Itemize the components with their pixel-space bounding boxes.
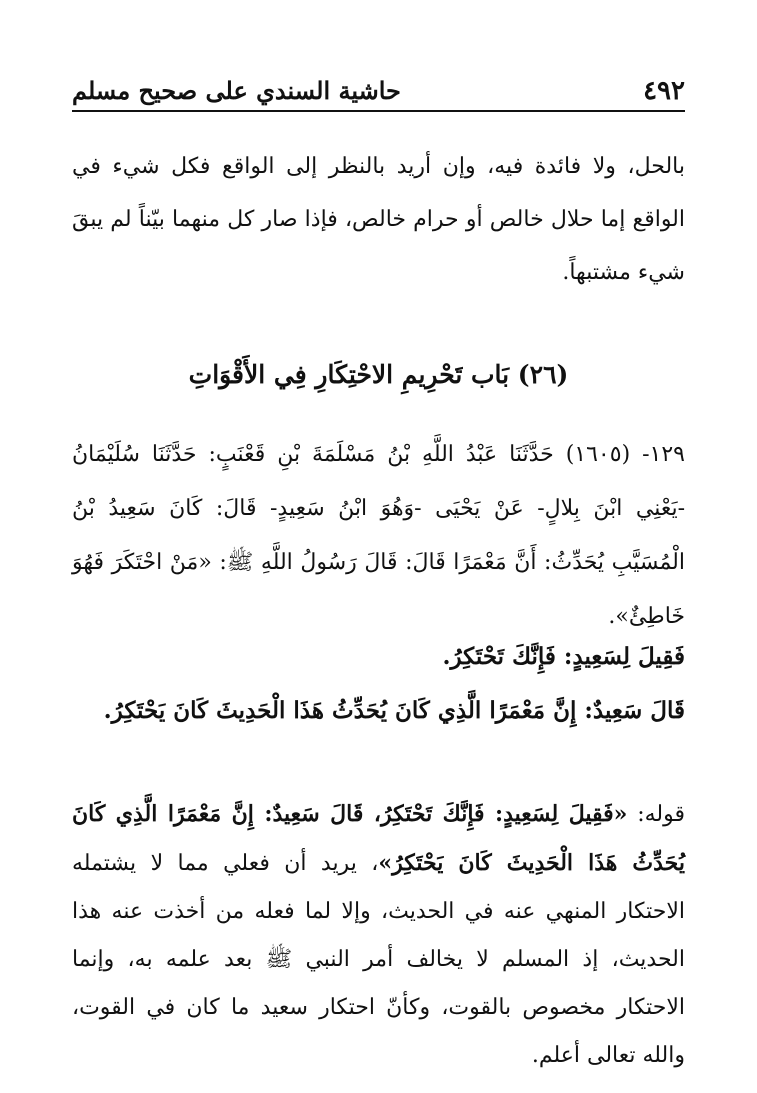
hadith-reply-line: قَالَ سَعِيدٌ: إِنَّ مَعْمَرًا الَّذِي كَانَ يُحَدِّثُ هَذَا الْحَدِيثَ كَانَ يَحْتَكِرُ.	[103, 697, 685, 724]
commentary-body: ، يريد أن فعلي مما لا يشتمله الاحتكار المنهي عنه في الحديث، وإلا لما فعله من أخذت عنه هذا الحديث، إذ المسلم لا يخالف أمر النبي ﷺ بعد علمه به، وإنما الاحتكار مخصوص بالقوت، وكأنّ احتكار سعيد ما كان في القوت، والله تعالى أعلم.	[72, 851, 685, 1068]
commentary-quote: «فَقِيلَ لِسَعِيدٍ: فَإِنَّكَ تَحْتَكِرُ، قَالَ سَعِيدٌ: إِنَّ مَعْمَرًا الَّذِي كَانَ يُحَدِّثُ هَذَا الْحَدِيثَ كَانَ يَحْتَكِرُ»	[72, 801, 685, 876]
commentary-paragraph	[72, 790, 685, 1080]
chapter-heading: (٢٦) بَاب تَحْرِيمِ الاحْتِكَارِ فِي الأَقْوَاتِ	[188, 360, 569, 389]
intro-text: بالحل، ولا فائدة فيه، وإن أريد بالنظر إلى الواقع فكل شيء في الواقع إما حلال خالص أو حرام خالص، فإذا صار كل منهما بيّناً لم يبقَ شيء مشتبهاً.	[72, 154, 685, 285]
intro-paragraph	[72, 140, 685, 299]
page-header	[72, 70, 685, 112]
hadith-paragraph	[72, 428, 685, 644]
running-title: حاشية السندي على صحيح مسلم	[72, 76, 401, 105]
commentary-text	[72, 790, 685, 1080]
hadith-text: ١٢٩- (١٦٠٥) حَدَّثَنَا عَبْدُ اللَّهِ بْنُ مَسْلَمَةَ بْنِ قَعْنَبٍ: حَدَّثَنَا سُلَيْمَانُ -يَعْنِي ابْنَ بِلالٍ- عَنْ يَحْيَى -وَهُوَ ابْنُ سَعِيدٍ- قَالَ: كَانَ سَعِيدُ بْنُ الْمُسَيَّبِ يُحَدِّثُ: أَنَّ مَعْمَرًا قَالَ: قَالَ رَسُولُ اللَّهِ ﷺ: «مَنْ احْتَكَرَ فَهُوَ خَاطِئٌ».	[72, 442, 685, 629]
hadith-question-line: فَقِيلَ لِسَعِيدٍ: فَإِنَّكَ تَحْتَكِرُ.	[442, 643, 685, 670]
page-number: ٤٩٢	[643, 76, 685, 106]
commentary-lead: قوله:	[627, 802, 685, 827]
